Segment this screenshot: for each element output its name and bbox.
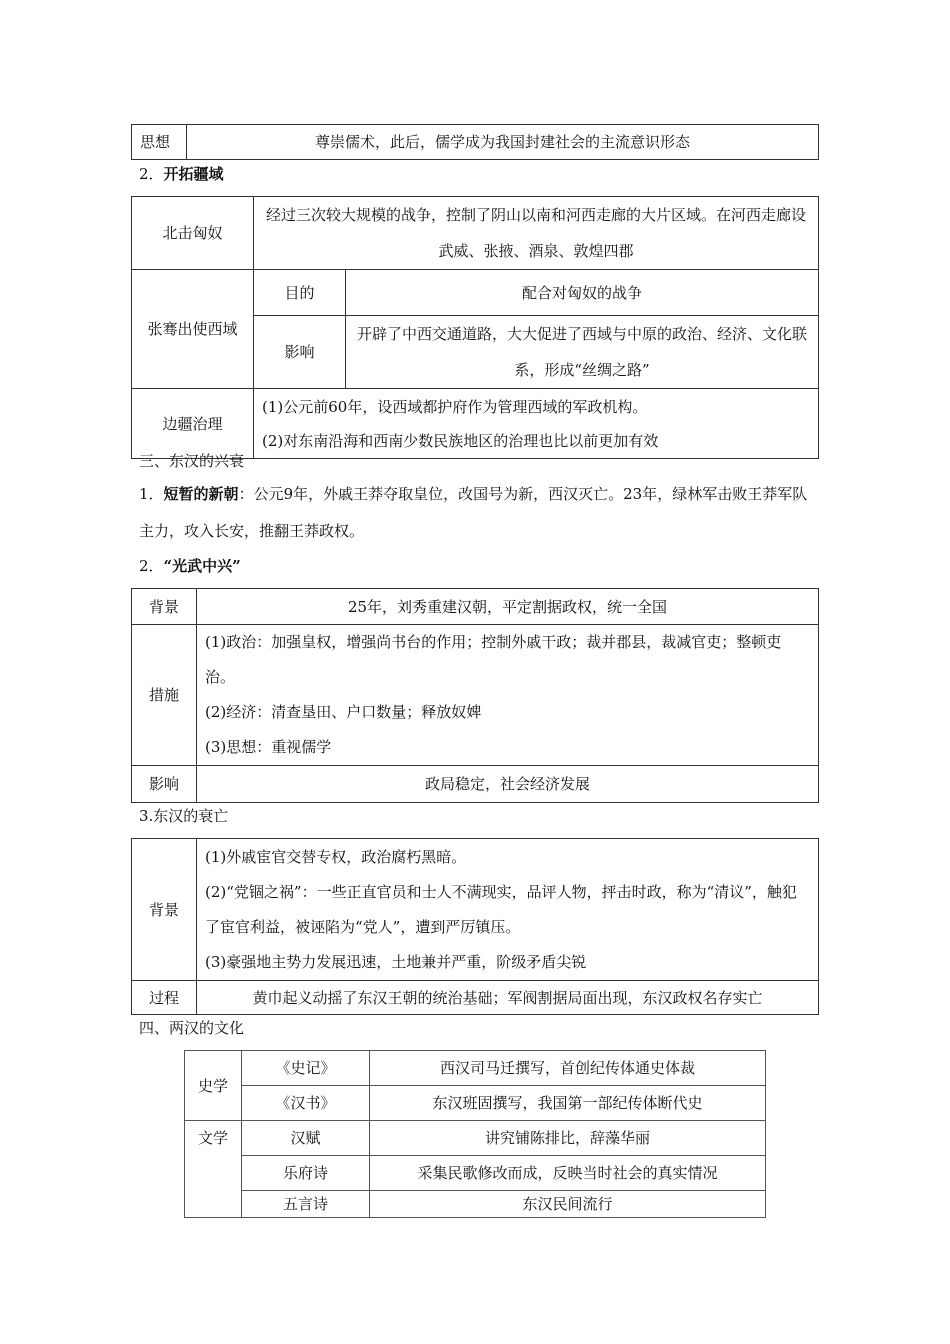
culture-desc: 东汉班固撰写，我国第一部纪传体断代史 — [370, 1086, 766, 1121]
guangwu-measures-label: 措施 — [132, 625, 197, 766]
xin-title: 短暂的新朝 — [163, 485, 239, 503]
impact-label: 影响 — [254, 316, 346, 389]
culture-desc: 采集民歌修改而成，反映当时社会的真实情况 — [370, 1156, 766, 1191]
section-heading-frontier — [139, 164, 224, 184]
thought-label: 思想 — [132, 125, 187, 160]
guangwu-heading — [139, 556, 241, 576]
guangwu-table — [131, 588, 819, 803]
decline-bg-2: (2)“党锢之祸”：一些正直官员和士人不满现实，品评人物，抨击时政，称为“清议”，触犯了宦官利益，被诬陷为“党人”，遭到严厉镇压。 — [205, 882, 797, 936]
frontier-table — [131, 196, 819, 459]
culture-name: 乐府诗 — [242, 1156, 370, 1191]
xiongnu-label: 北击匈奴 — [132, 197, 254, 270]
culture-desc: 西汉司马迁撰写，首创纪传体通史体裁 — [370, 1051, 766, 1086]
decline-bg-1: (1)外戚宦官交替专权，政治腐朽黑暗。 — [205, 847, 467, 866]
measure-2: (2)经济：清查垦田、户口数量；释放奴婢 — [205, 703, 482, 721]
literature-label: 文学 — [185, 1121, 242, 1218]
part3-heading: 三、东汉的兴衰 — [139, 452, 245, 470]
purpose-content: 配合对匈奴的战争 — [346, 270, 819, 316]
zhangqian-label: 张骞出使西域 — [132, 270, 254, 389]
culture-name: 五言诗 — [242, 1191, 370, 1218]
xin-number: 1． — [139, 485, 164, 503]
frontier-item-2: (2)对东南沿海和西南少数民族地区的治理也比以前更加有效 — [262, 431, 659, 450]
impact-content: 开辟了中西交通道路，大大促进了西域与中原的政治、经济、文化联系，形成“丝绸之路” — [346, 316, 819, 389]
heading-number: 2． — [139, 165, 164, 183]
xin-dynasty-paragraph — [139, 476, 819, 550]
decline-bg-3: (3)豪强地主势力发展迅速，土地兼并严重，阶级矛盾尖锐 — [205, 952, 587, 971]
part4-heading: 四、两汉的文化 — [139, 1019, 245, 1037]
history-label: 史学 — [185, 1051, 242, 1121]
decline-process-content: 黄巾起义动摇了东汉王朝的统治基础；军阀割据局面出现，东汉政权名存实亡 — [197, 981, 819, 1015]
guangwu-impact-content: 政局稳定，社会经济发展 — [197, 766, 819, 803]
culture-desc: 东汉民间流行 — [370, 1191, 766, 1218]
thought-table — [131, 124, 819, 160]
culture-table — [184, 1050, 766, 1218]
guangwu-impact-label: 影响 — [132, 766, 197, 803]
frontier-label: 边疆治理 — [132, 389, 254, 459]
heading-text: 开拓疆域 — [163, 165, 224, 183]
culture-name: 汉赋 — [242, 1121, 370, 1156]
culture-name: 《史记》 — [242, 1051, 370, 1086]
culture-name: 《汉书》 — [242, 1086, 370, 1121]
decline-heading: 3.东汉的衰亡 — [139, 807, 229, 825]
xiongnu-content: 经过三次较大规模的战争，控制了阴山以南和河西走廊的大片区域。在河西走廊设武威、张掖、酒泉、敦煌四郡 — [254, 197, 819, 270]
thought-content: 尊崇儒术，此后，儒学成为我国封建社会的主流意识形态 — [187, 125, 819, 160]
measure-3: (3)思想：重视儒学 — [205, 738, 332, 756]
decline-process-label: 过程 — [132, 981, 197, 1015]
guangwu-bg-content: 25年，刘秀重建汉朝，平定割据政权，统一全国 — [197, 589, 819, 625]
heading-text: “光武中兴” — [163, 557, 241, 575]
xin-text: ：公元9年，外戚王莽夺取皇位，改国号为新，西汉灭亡。23年，绿林军击败王莽军队主力，攻入长安，推翻王莽政权。 — [139, 485, 808, 540]
frontier-item-1: (1)公元前60年，设西域都护府作为管理西域的军政机构。 — [262, 397, 648, 416]
decline-bg-label: 背景 — [132, 839, 197, 981]
guangwu-bg-label: 背景 — [132, 589, 197, 625]
purpose-label: 目的 — [254, 270, 346, 316]
decline-table — [131, 838, 819, 1015]
measure-1: (1)政治：加强皇权，增强尚书台的作用；控制外戚干政；裁并郡县，裁减官吏；整顿吏治。 — [205, 633, 782, 686]
heading-number: 2． — [139, 557, 164, 575]
culture-desc: 讲究铺陈排比，辞藻华丽 — [370, 1121, 766, 1156]
